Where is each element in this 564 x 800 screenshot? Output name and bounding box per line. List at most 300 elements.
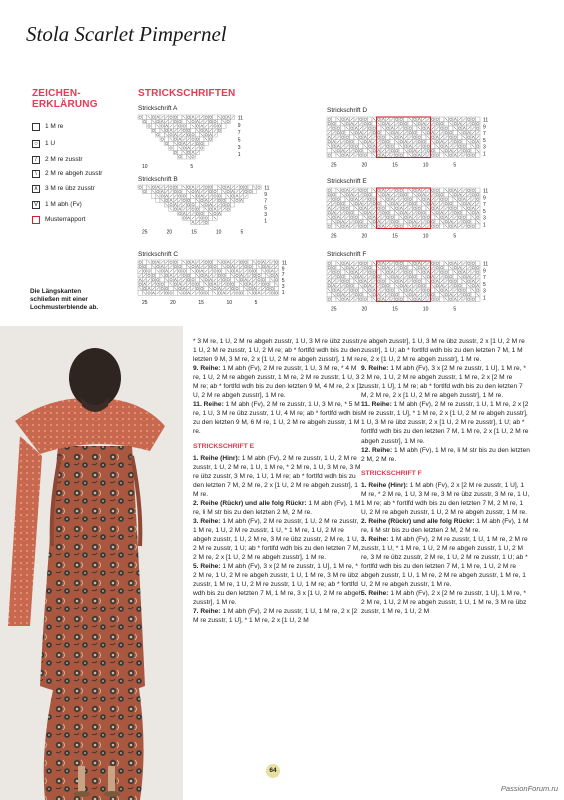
legend-symbol xyxy=(32,123,40,131)
chart-cell xyxy=(327,211,332,216)
chart-row-label: 3 xyxy=(483,288,486,295)
chart-cell xyxy=(444,197,449,202)
chart-cell xyxy=(444,149,449,154)
chart-cell xyxy=(336,293,341,298)
chart-cell xyxy=(151,269,155,273)
chart-cell xyxy=(390,211,395,216)
chart-cell xyxy=(467,261,472,266)
side-note: Die Längskanten schließen mit einer Lochmusterblende ab. xyxy=(30,288,99,311)
chart-cell xyxy=(471,211,476,216)
chart-e-label: Strickschrift E xyxy=(327,178,367,185)
chart-cell xyxy=(257,273,261,277)
chart-row-label: 9 xyxy=(483,124,486,131)
chart-cell xyxy=(208,189,212,193)
chart-cell xyxy=(404,117,409,122)
chart-cell xyxy=(261,273,265,277)
chart-cell xyxy=(230,269,234,273)
chart-cell xyxy=(413,188,418,193)
chart-cell xyxy=(191,133,195,137)
chart-cell xyxy=(327,153,332,158)
chart-cell xyxy=(377,126,382,131)
chart-cell xyxy=(467,220,472,225)
chart-cell xyxy=(413,224,418,229)
legend-symbol: V xyxy=(33,201,38,208)
chart-cell xyxy=(449,224,454,229)
chart-cell xyxy=(354,293,359,298)
chart-cell xyxy=(173,189,177,193)
chart-cell xyxy=(431,149,436,154)
chart-row-label: 1 xyxy=(281,289,285,296)
chart-cell xyxy=(327,284,332,289)
chart-cell xyxy=(204,133,208,137)
chart-cell xyxy=(226,119,230,123)
chart-cell xyxy=(350,206,355,211)
chart-cell xyxy=(462,284,467,289)
chart-cell xyxy=(195,211,199,215)
chart-cell xyxy=(390,144,395,149)
chart-cell xyxy=(164,286,168,290)
chart-cell xyxy=(390,202,395,207)
chart-cell xyxy=(354,215,359,220)
chart-cell xyxy=(476,270,481,275)
chart-cell xyxy=(164,273,168,277)
chart-cell xyxy=(359,144,364,149)
chart-cell xyxy=(458,215,463,220)
chart-cell xyxy=(377,135,382,140)
chart-cell xyxy=(381,122,386,127)
chart-cell xyxy=(386,284,391,289)
chart-cell xyxy=(160,124,164,128)
chart-cell xyxy=(440,188,445,193)
chart-cell xyxy=(200,282,204,286)
chart-cell xyxy=(431,206,436,211)
legend-title: ZEICHEN-ERKLÄRUNG xyxy=(32,88,98,110)
chart-cell xyxy=(222,185,226,189)
chart-cell xyxy=(372,270,377,275)
chart-cell xyxy=(217,119,221,123)
chart-cell xyxy=(230,278,234,282)
chart-cell xyxy=(156,273,160,277)
chart-cell xyxy=(426,131,431,136)
chart-cell xyxy=(213,260,217,264)
chart-cell xyxy=(413,126,418,131)
chart-cell xyxy=(404,261,409,266)
chart-cell xyxy=(213,194,217,198)
chart-cell xyxy=(178,211,182,215)
chart-cell xyxy=(169,141,173,145)
chart-cell xyxy=(274,260,278,264)
chart-cell xyxy=(164,282,168,286)
paragraph: 11. Reihe: 1 M abh (Fv), 2 M re zusstr, 1 U, 1 M re, 2 x [2 M re zusstr, 1 U], * 1 M re, 2 x [1 U, 2 M re abgeh zusstr], 1 U, 3 M re übz zusstr, 2 x [1 U, 2 M re zusstr], 1 U; ab * fortlfd wdh bis zu den letzten 7 M, 1 M re, 2 x [1 U, 2 M re abgeh zusstr], 1 M re. xyxy=(361,401,529,445)
chart-cell xyxy=(431,288,436,293)
chart-cell xyxy=(426,284,431,289)
chart-cell xyxy=(226,207,230,211)
chart-cell xyxy=(147,124,151,128)
chart-cell xyxy=(182,146,186,150)
chart-cell xyxy=(204,220,208,224)
chart-cell xyxy=(435,293,440,298)
chart-cell xyxy=(431,144,436,149)
section-heading: STRICKSCHRIFT E xyxy=(193,442,255,450)
chart-cell xyxy=(359,293,364,298)
chart-cell xyxy=(467,188,472,193)
chart-cell xyxy=(413,270,418,275)
chart-cell xyxy=(182,128,186,132)
chart-cell xyxy=(235,282,239,286)
chart-cell xyxy=(248,286,252,290)
chart-cell xyxy=(191,203,195,207)
chart-cell xyxy=(395,224,400,229)
chart-row-label: 5 xyxy=(264,205,267,212)
chart-cell xyxy=(471,193,476,198)
chart-cell xyxy=(336,197,341,202)
chart-cell xyxy=(431,135,436,140)
chart-cell xyxy=(178,124,182,128)
chart-cell xyxy=(435,153,440,158)
chart-cell xyxy=(449,275,454,280)
chart-cell xyxy=(476,193,481,198)
chart-cell xyxy=(408,197,413,202)
chart-cell xyxy=(173,146,177,150)
chart-cell xyxy=(386,215,391,220)
chart-cell xyxy=(476,153,481,158)
chart-cell xyxy=(213,115,217,119)
chart-cell xyxy=(186,133,190,137)
chart-cell xyxy=(404,193,409,198)
chart-cell xyxy=(413,197,418,202)
chart-column-label: 15 xyxy=(392,306,398,313)
chart-cell xyxy=(160,133,164,137)
chart-cell xyxy=(195,282,199,286)
chart-cell xyxy=(244,185,248,189)
chart-cell xyxy=(252,269,256,273)
chart-cell xyxy=(453,279,458,284)
chart-cell xyxy=(138,264,142,268)
legend-item-slip xyxy=(32,199,82,210)
chart-cell xyxy=(408,266,413,271)
chart-cell xyxy=(208,137,212,141)
chart-cell xyxy=(462,211,467,216)
chart-cell xyxy=(458,279,463,284)
legend-symbol: ○ xyxy=(32,140,40,148)
chart-cell xyxy=(390,131,395,136)
chart-cell xyxy=(239,291,243,295)
chart-cell xyxy=(182,264,186,268)
chart-cell xyxy=(413,275,418,280)
chart-cell xyxy=(178,260,182,264)
chart-row-label: 1 xyxy=(483,295,486,302)
chart-cell xyxy=(413,131,418,136)
chart-cell xyxy=(377,275,382,280)
chart-cell xyxy=(195,137,199,141)
chart-cell xyxy=(244,189,248,193)
chart-cell xyxy=(444,275,449,280)
chart-cell xyxy=(142,185,146,189)
chart-cell xyxy=(226,264,230,268)
chart-cell xyxy=(426,293,431,298)
chart-d-label: Strickschrift D xyxy=(327,107,368,114)
chart-cell xyxy=(462,140,467,145)
chart-cell xyxy=(222,278,226,282)
chart-cell xyxy=(204,141,208,145)
chart-cell xyxy=(200,273,204,277)
chart-cell xyxy=(440,215,445,220)
chart-cell xyxy=(359,215,364,220)
chart-column-label: 25 xyxy=(142,229,148,236)
chart-cell xyxy=(431,224,436,229)
chart-f-label: Strickschrift F xyxy=(327,251,367,258)
chart-cell xyxy=(408,149,413,154)
chart-cell xyxy=(381,275,386,280)
chart-cell xyxy=(147,189,151,193)
chart-cell xyxy=(417,266,422,271)
chart-cell xyxy=(458,126,463,131)
legend-label: 2 M re abgeh zusstr xyxy=(45,170,103,177)
chart-row-label: 7 xyxy=(483,131,486,137)
chart-cell xyxy=(169,278,173,282)
chart-cell xyxy=(426,215,431,220)
chart-cell xyxy=(191,128,195,132)
chart-cell xyxy=(200,286,204,290)
chart-cell xyxy=(345,202,350,207)
chart-column-label: 10 xyxy=(226,300,233,307)
chart-cell xyxy=(395,149,400,154)
chart-cell xyxy=(381,266,386,271)
chart-cell xyxy=(341,275,346,280)
chart-cell xyxy=(213,264,217,268)
chart-cell xyxy=(341,197,346,202)
chart-cell xyxy=(217,264,221,268)
chart-cell xyxy=(462,202,467,207)
chart-cell xyxy=(408,126,413,131)
chart-cell xyxy=(467,149,472,154)
chart-cell xyxy=(261,278,265,282)
chart-cell xyxy=(368,153,373,158)
chart-cell xyxy=(435,220,440,225)
chart-column-label: 25 xyxy=(331,233,337,240)
chart-cell xyxy=(204,291,208,295)
paragraph: 3. Reihe: 1 M abh (Fv), 2 M re zusstr, 1 U, 2 M re zusstr, 1 M re, 1 U, 2 M re zusstr, 1 U, * 1 M re, 1 U, 2 M re abgeh zusstr, 1 U, 2 M re, 3 M re übz zusstr, 2 M re, 1 U, 2 M re zusstr, 1 U; ab * fortlfd wdh bis zu den letzten 7 M, 2 M re, 2 x [1 U, 2 M re abgeh zusstr], 1 M re. xyxy=(193,517,361,562)
chart-cell xyxy=(417,122,422,127)
chart-cell xyxy=(462,144,467,149)
chart-cell xyxy=(386,288,391,293)
chart-cell xyxy=(426,275,431,280)
chart-cell xyxy=(363,284,368,289)
chart-cell xyxy=(345,275,350,280)
chart-cell xyxy=(182,155,186,159)
chart-cell xyxy=(222,269,226,273)
chart-cell xyxy=(359,297,364,302)
chart-row-label: 1 xyxy=(237,152,241,159)
chart-cell xyxy=(341,126,346,131)
chart-cell xyxy=(413,202,418,207)
chart-cell xyxy=(200,146,204,150)
chart-cell xyxy=(350,284,355,289)
chart-cell xyxy=(350,215,355,220)
chart-cell xyxy=(200,128,204,132)
chart-column-label: 5 xyxy=(190,164,194,170)
chart-cell xyxy=(377,153,382,158)
chart-cell xyxy=(359,188,364,193)
chart-cell xyxy=(178,115,182,119)
chart-column-label: 15 xyxy=(392,233,398,240)
chart-cell xyxy=(422,270,427,275)
chart-cell xyxy=(372,197,377,202)
chart-cell xyxy=(341,117,346,122)
chart-cell xyxy=(226,282,230,286)
chart-row-label: 9 xyxy=(237,122,241,129)
chart-cell xyxy=(239,278,243,282)
chart-cell xyxy=(239,286,243,290)
chart-cell xyxy=(390,293,395,298)
chart-cell xyxy=(191,273,195,277)
chart-cell xyxy=(336,149,341,154)
chart-cell xyxy=(252,189,256,193)
chart-column-label: 15 xyxy=(191,229,197,236)
chart-cell xyxy=(147,269,151,273)
chart-cell xyxy=(248,189,252,193)
chart-cell xyxy=(408,193,413,198)
chart-cell xyxy=(395,215,400,220)
chart-row-label: 3 xyxy=(483,215,486,222)
chart-cell xyxy=(222,115,226,119)
paragraph: 2. Reihe (Rückr) und alle folg Rückr: 1 M abh (Fv), 1 M re, li M str bis zu den letzten 2 M, 2 M re. xyxy=(361,517,529,534)
chart-cell xyxy=(462,293,467,298)
chart-row-label: 5 xyxy=(483,281,486,288)
chart-cell xyxy=(453,284,458,289)
chart-cell xyxy=(142,189,146,193)
chart-cell xyxy=(182,124,186,128)
chart-cell xyxy=(345,211,350,216)
chart-cell xyxy=(458,197,463,202)
chart-cell xyxy=(458,288,463,293)
chart-cell xyxy=(395,117,400,122)
legend-symbol: \ xyxy=(32,170,40,178)
chart-cell xyxy=(377,261,382,266)
chart-cell xyxy=(431,297,436,302)
chart-cell xyxy=(467,144,472,149)
chart-cell xyxy=(440,153,445,158)
chart-column-label: 10 xyxy=(422,306,429,313)
chart-cell xyxy=(431,293,436,298)
chart-cell xyxy=(453,122,458,127)
chart-cell xyxy=(204,286,208,290)
chart-cell xyxy=(160,269,164,273)
paragraph: 5. Reihe: 1 M abh (Fv), 2 x [2 M re zusstr, 1 U], 1 M re, * 2 M re, 1 U, 2 M re abgeh zusstr, 1 U, 1 M re, 3 M re übz zusstr, 1 M re, 1 U, 2 M xyxy=(361,590,527,616)
chart-cell xyxy=(444,202,449,207)
chart-cell xyxy=(142,260,146,264)
chart-cell xyxy=(449,188,454,193)
chart-column-label: 5 xyxy=(254,300,258,307)
chart-cell xyxy=(151,260,155,264)
paragraph: 7. Reihe: 1 M abh (Fv), 2 M re zusstr, 1 U, 1 M re, 2 x [2 M re zusstr, 1 U], * 1 M re, 2 x [1 U, 2 M xyxy=(193,608,358,625)
chart-cell xyxy=(178,194,182,198)
chart-row-label: 9 xyxy=(264,192,267,199)
chart-cell xyxy=(182,291,186,295)
chart-cell xyxy=(186,278,190,282)
chart-cell xyxy=(354,144,359,149)
chart-cell xyxy=(178,269,182,273)
chart-cell xyxy=(336,193,341,198)
chart-cell xyxy=(336,275,341,280)
chart-cell xyxy=(327,188,332,193)
chart-cell xyxy=(186,269,190,273)
chart-cell xyxy=(462,288,467,293)
chart-cell xyxy=(345,266,350,271)
chart-cell xyxy=(151,194,155,198)
charts-title: STRICKSCHRIFTEN xyxy=(138,88,236,99)
chart-cell xyxy=(368,261,373,266)
chart-cell xyxy=(156,133,160,137)
chart-cell xyxy=(471,284,476,289)
chart-cell xyxy=(244,291,248,295)
chart-cell xyxy=(332,297,337,302)
chart-cell xyxy=(217,189,221,193)
chart-cell xyxy=(226,278,230,282)
chart-cell xyxy=(327,122,332,127)
chart-cell xyxy=(404,144,409,149)
chart-cell xyxy=(336,270,341,275)
chart-cell xyxy=(217,269,221,273)
chart-cell xyxy=(244,264,248,268)
chart-cell xyxy=(440,297,445,302)
chart-cell xyxy=(476,117,481,122)
chart-row-label: 3 xyxy=(483,144,486,151)
chart-cell xyxy=(274,278,278,282)
chart-cell xyxy=(467,206,472,211)
chart-cell xyxy=(332,144,337,149)
chart-cell xyxy=(377,131,382,136)
chart-cell xyxy=(449,117,454,122)
chart-cell xyxy=(386,140,391,145)
chart-row-label: 11 xyxy=(483,261,489,268)
chart-cell xyxy=(404,122,409,127)
chart-cell xyxy=(160,137,164,141)
chart-row-label: 11 xyxy=(281,260,288,267)
chart-cell xyxy=(422,140,427,145)
chart-column-label: 25 xyxy=(331,306,337,313)
chart-column-label: 5 xyxy=(453,306,457,313)
chart-cell xyxy=(458,135,463,140)
chart-cell xyxy=(404,224,409,229)
chart-cell xyxy=(169,115,173,119)
chart-cell xyxy=(399,117,404,122)
chart-cell xyxy=(274,291,278,295)
chart-cell xyxy=(377,202,382,207)
chart-cell xyxy=(471,122,476,127)
chart-cell xyxy=(381,131,386,136)
chart-cell xyxy=(195,203,199,207)
chart-cell xyxy=(372,122,377,127)
chart-cell xyxy=(458,206,463,211)
chart-cell xyxy=(235,273,239,277)
chart-cell xyxy=(138,282,142,286)
paragraph: 2. Reihe (Rückr) und alle folg Rückr: 1 M abh (Fv), 1 M re, li M str bis zu den letzten 2 M, 2 M re. xyxy=(193,499,361,516)
chart-cell xyxy=(327,140,332,145)
chart-cell xyxy=(354,131,359,136)
chart-cell xyxy=(431,279,436,284)
chart-cell xyxy=(195,278,199,282)
chart-f xyxy=(325,259,500,311)
chart-cell xyxy=(435,140,440,145)
chart-row-label: 7 xyxy=(264,198,267,205)
chart-cell xyxy=(395,279,400,284)
chart-cell xyxy=(261,282,265,286)
chart-cell xyxy=(471,153,476,158)
chart-cell xyxy=(156,264,160,268)
chart-row-label: 11 xyxy=(483,188,489,195)
chart-cell xyxy=(377,206,382,211)
